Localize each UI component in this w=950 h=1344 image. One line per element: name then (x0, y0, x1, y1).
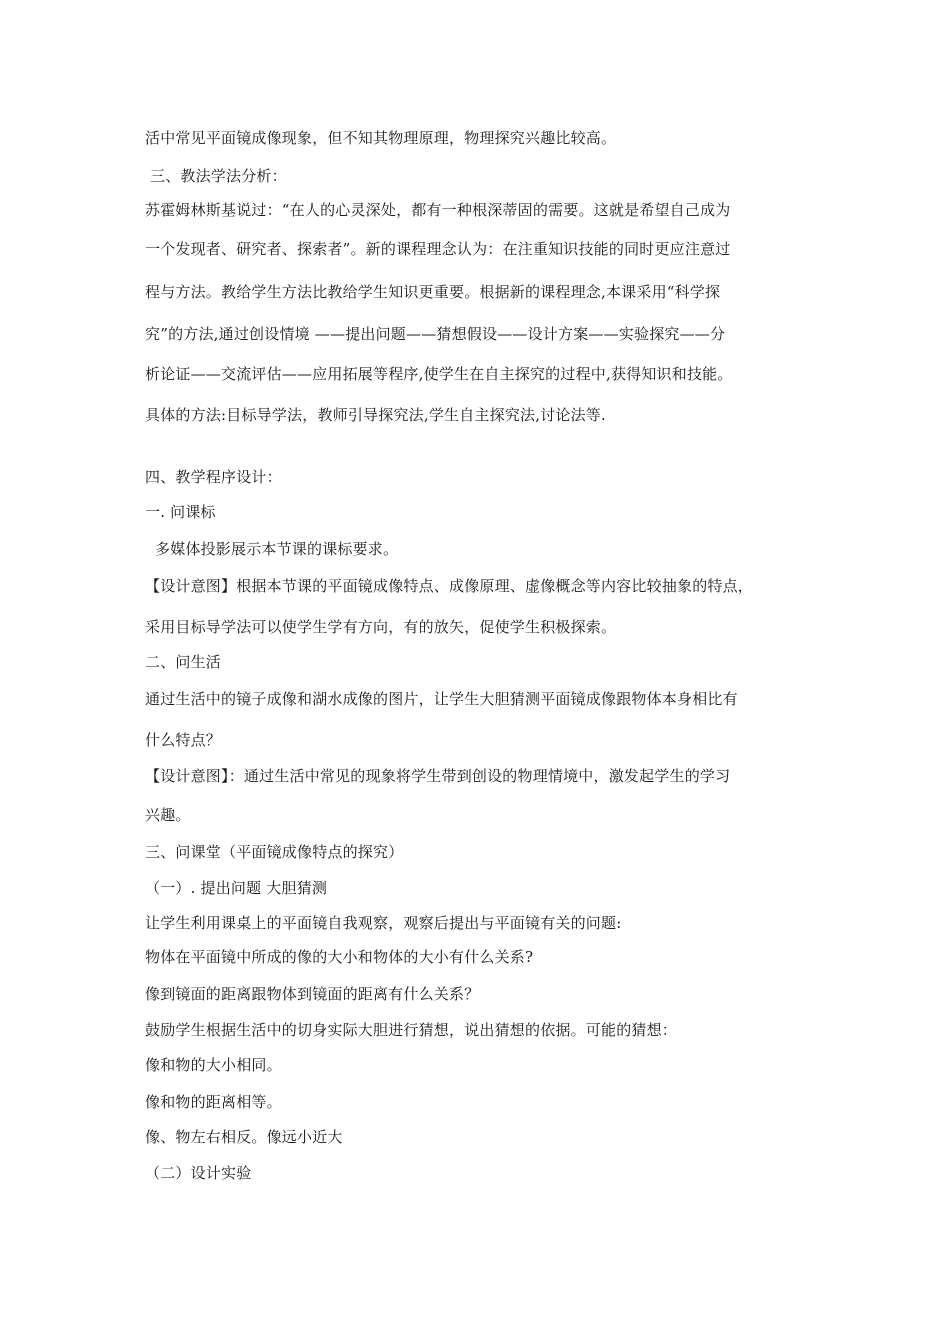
question-line: 像到镜面的距离跟物体到镜面的距离有什么关系？ (145, 985, 480, 1003)
section-heading: 四、教学程序设计： (145, 468, 282, 486)
subsection-heading: 三、问课堂（平面镜成像特点的探究） (145, 843, 404, 861)
paragraph-line: 一个发现者、研究者、探索者”。新的课程理念认为：在注重知识技能的同时更应注意过 (145, 240, 731, 258)
subsection-heading: 二、问生活 (145, 653, 222, 671)
paragraph-line: 活中常见平面镜成像现象，但不知其物理原理，物理探究兴趣比较高。 (145, 129, 617, 147)
paragraph-line: 具体的方法:目标导学法，教师引导探究法,学生自主探究法,讨论法等. (145, 406, 606, 424)
paragraph-line: 程与方法。教给学生方法比教给学生知识更重要。根据新的课程理念,本课采用“科学探 (145, 283, 721, 301)
hypothesis-line: 像和物的距离相等。 (145, 1093, 282, 1111)
paragraph-line: 析论证——交流评估——应用拓展等程序,使学生在自主探究的过程中,获得知识和技能。 (145, 365, 733, 383)
design-intent-line: 【设计意图】：通过生活中常见的现象将学生带到创设的物理情境中，激发起学生的学习 (145, 767, 731, 785)
paragraph-line: 什么特点？ (145, 731, 222, 749)
paragraph-line: 鼓励学生根据生活中的切身实际大胆进行猜想，说出猜想的依据。可能的猜想： (145, 1021, 678, 1039)
paragraph-line: 让学生利用课桌上的平面镜自我观察，观察后提出与平面镜有关的问题: (145, 914, 622, 932)
paragraph-line: 多媒体投影展示本节课的课标要求。 (155, 540, 399, 558)
hypothesis-line: 像、物左右相反。像远小近大 (145, 1128, 343, 1146)
paragraph-line: 通过生活中的镜子成像和湖水成像的图片，让学生大胆猜测平面镜成像跟物体本身相比有 (145, 690, 738, 708)
step-heading: （一）. 提出问题 大胆猜测 (145, 879, 328, 897)
paragraph-line: 采用目标导学法可以使学生学有方向，有的放矢，促使学生积极探索。 (145, 618, 617, 636)
paragraph-line: 究”的方法,通过创设情境 ——提出问题——猜想假设——设计方案——实验探究——分 (145, 325, 726, 343)
question-line: 物体在平面镜中所成的像的大小和物体的大小有什么关系? (145, 948, 534, 966)
subsection-heading: 一. 问课标 (145, 503, 216, 521)
design-intent-line: 【设计意图】根据本节课的平面镜成像特点、成像原理、虚像概念等内容比较抽象的特点， (145, 577, 754, 595)
paragraph-line: 苏霍姆林斯基说过：“在人的心灵深处，都有一种根深蒂固的需要。这就是希望自己成为 (145, 201, 731, 219)
paragraph-line: 兴趣。 (145, 806, 191, 824)
section-heading: 三、教法学法分析： (150, 167, 287, 185)
step-heading: （二）设计实验 (145, 1164, 252, 1182)
hypothesis-line: 像和物的大小相同。 (145, 1056, 282, 1074)
